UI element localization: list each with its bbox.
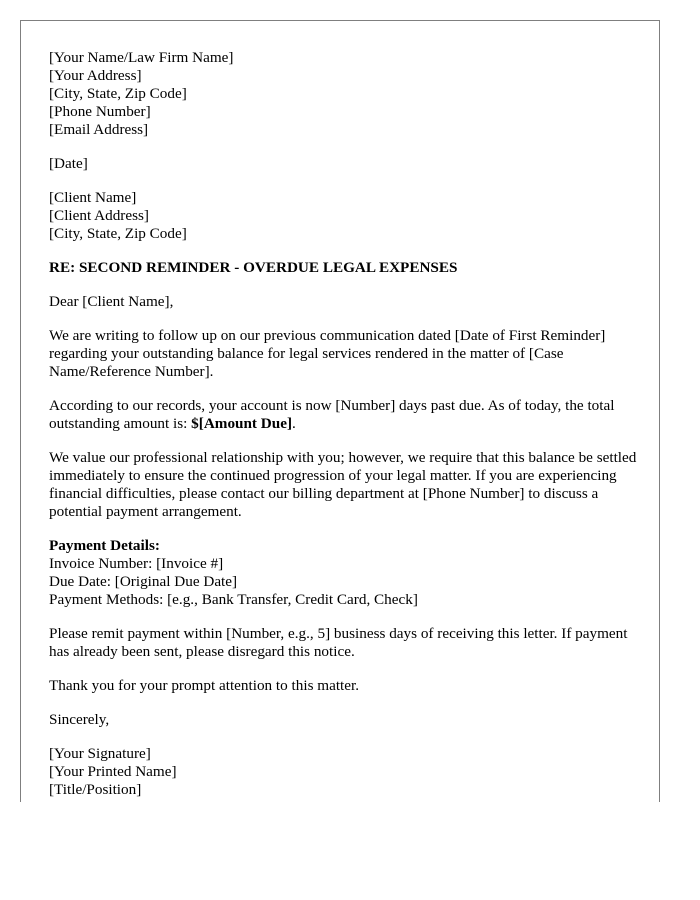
payment-details xyxy=(49,537,639,609)
letter-page xyxy=(20,20,660,802)
printed-name: [Your Printed Name] xyxy=(49,763,177,780)
paragraph-relationship: We value our professional relationship with you; however, we require that this balance be settled immediately to ensure the continued progression of your legal matter. If you are experiencing financial difficulties, please contact our billing department at [Phone Number] to discuss a potential payment arrangement. xyxy=(49,449,637,520)
paragraph-amount-text: According to our records, your account is now [Number] days past due. As of today, the total outstanding amount is: xyxy=(49,397,615,432)
paragraph-remit: Please remit payment within [Number, e.g., 5] business days of receiving this letter. If payment has already been sent, please disregard this notice. xyxy=(49,625,628,660)
date-block xyxy=(49,155,639,173)
payment-methods: Payment Methods: [e.g., Bank Transfer, Credit Card, Check] xyxy=(49,591,418,608)
signature-line: [Your Signature] xyxy=(49,745,151,762)
signature-block xyxy=(49,745,639,799)
sender-phone: [Phone Number] xyxy=(49,103,151,120)
due-date: Due Date: [Original Due Date] xyxy=(49,573,238,590)
letter-body xyxy=(49,49,639,799)
sender-block xyxy=(49,49,639,139)
amount-due: $[Amount Due] xyxy=(191,415,292,432)
sender-name: [Your Name/Law Firm Name] xyxy=(49,49,234,66)
salutation: Dear [Client Name], xyxy=(49,293,174,310)
payment-details-heading: Payment Details: xyxy=(49,537,160,554)
letter-date: [Date] xyxy=(49,155,88,172)
recipient-city-state-zip: [City, State, Zip Code] xyxy=(49,225,187,242)
recipient-address: [Client Address] xyxy=(49,207,149,224)
recipient-name: [Client Name] xyxy=(49,189,137,206)
invoice-number: Invoice Number: [Invoice #] xyxy=(49,555,224,572)
sender-address: [Your Address] xyxy=(49,67,142,84)
recipient-block xyxy=(49,189,639,243)
paragraph-amount-due xyxy=(49,397,639,433)
subject-line: RE: SECOND REMINDER - OVERDUE LEGAL EXPENSES xyxy=(49,259,458,276)
paragraph-thanks: Thank you for your prompt attention to this matter. xyxy=(49,677,360,694)
closing: Sincerely, xyxy=(49,711,110,728)
sender-email: [Email Address] xyxy=(49,121,149,138)
sender-city-state-zip: [City, State, Zip Code] xyxy=(49,85,187,102)
title-position: [Title/Position] xyxy=(49,781,142,798)
paragraph-amount-end: . xyxy=(292,415,296,432)
paragraph-follow-up: We are writing to follow up on our previous communication dated [Date of First Reminder] regarding your outstanding balance for legal services rendered in the matter of [Case Name/Reference Number]. xyxy=(49,327,606,380)
